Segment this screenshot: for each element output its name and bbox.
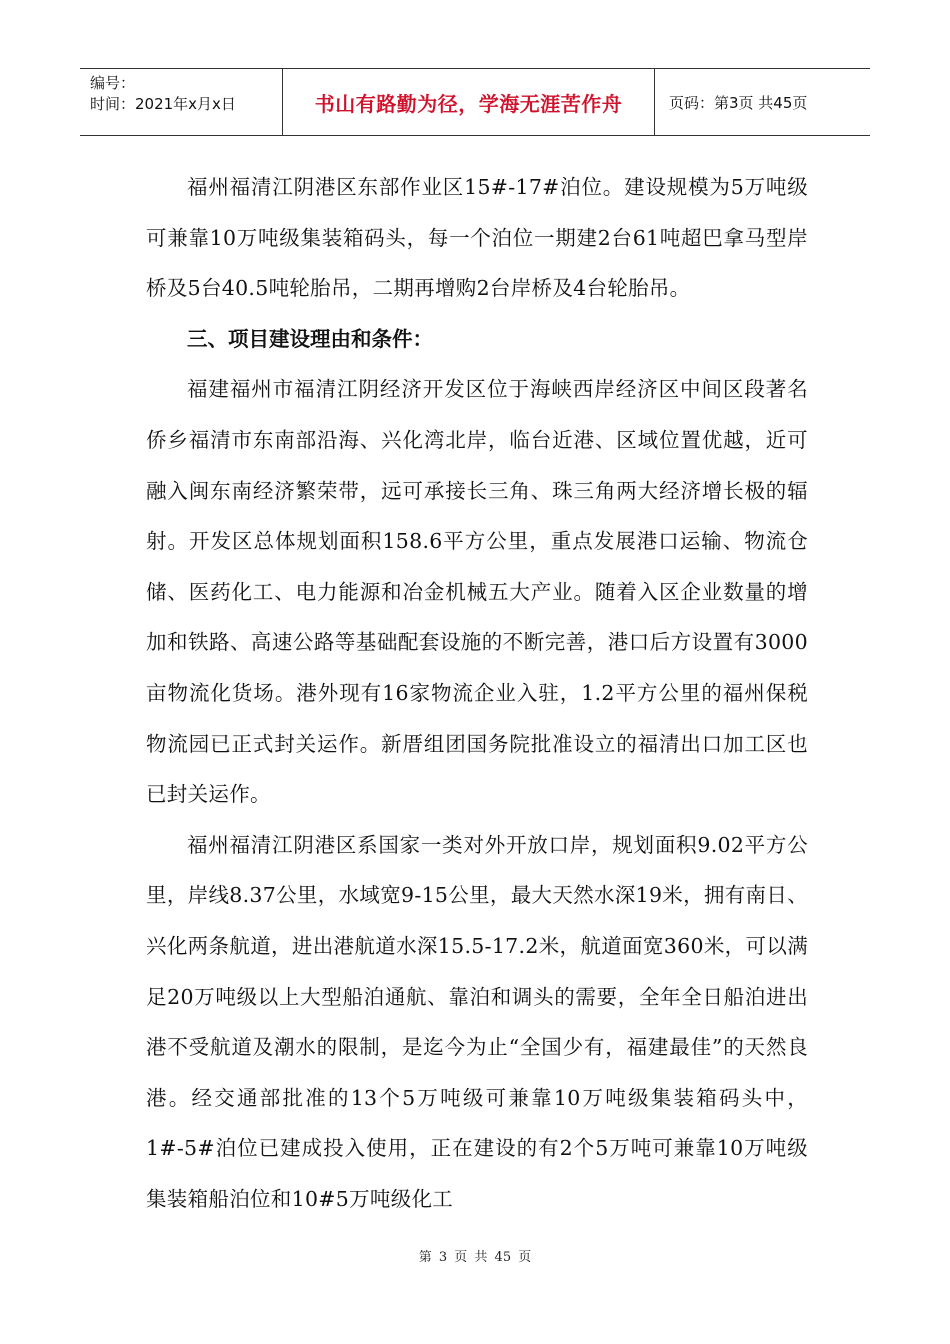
paragraph-development-zone: 福建福州市福清江阴经济开发区位于海峡西岸经济区中间区段著名侨乡福清市东南部沿海、兴化湾北岸，临台近港、区域位置优越，近可融入闽东南经济繁荣带，远可承接长三角、珠三角两大经济增长极的辐射。开发区总体规划面积158.6平方公里，重点发展港口运输、物流仓储、医药化工、电力能源和冶金机械五大产业。随着入区企业数量的增加和铁路、高速公路等基础配套设施的不断完善，港口后方设置有3000亩物流化货场。港外现有16家物流企业入驻，1.2平方公里的福州保税物流园已正式封关运作。新厝组团国务院批准设立的福清出口加工区也已封关运作。 (146, 377, 808, 807)
document-date-label: 时间：2021年x月x日 (90, 95, 236, 113)
page-footer: 第 3 页 共 45 页 (418, 1250, 532, 1265)
paragraph-berth-construction: 福州福清江阴港区东部作业区15#-17#泊位。建设规模为5万吨级可兼靠10万吨级集装箱码头，每一个泊位一期建2台61吨超巴拿马型岸桥及5台40.5吨轮胎吊，二期再增购2台岸桥及4台轮胎吊。 (146, 175, 808, 301)
header-page-indicator: 页码：第3页 共45页 (669, 93, 808, 112)
document-header (80, 68, 870, 136)
section-heading-project-reasons: 三、项目建设理由和条件： (187, 326, 433, 351)
header-meta (80, 69, 283, 135)
document-number-label: 编号： (90, 74, 136, 92)
document-body (146, 162, 808, 1224)
header-motto: 书山有路勤为径，学海无涯苦作舟 (283, 69, 655, 135)
paragraph-port-conditions: 福州福清江阴港区系国家一类对外开放口岸，规划面积9.02平方公里，岸线8.37公里，水域宽9-15公里，最大天然水深19米，拥有南日、兴化两条航道，进出港航道水深15.5-17.2米，航道面宽360米，可以满足20万吨级以上大型船泊通航、靠泊和调头的需要，全年全日船泊进出港不受航道及潮水的限制，是迄今为止“全国少有，福建最佳”的天然良港。经交通部批准的13个5万吨级可兼靠10万吨级集装箱码头中，1#-5#泊位已建成投入使用，正在建设的有2个5万吨可兼靠10万吨级集装箱船泊位和10#5万吨级化工 (146, 832, 808, 1211)
